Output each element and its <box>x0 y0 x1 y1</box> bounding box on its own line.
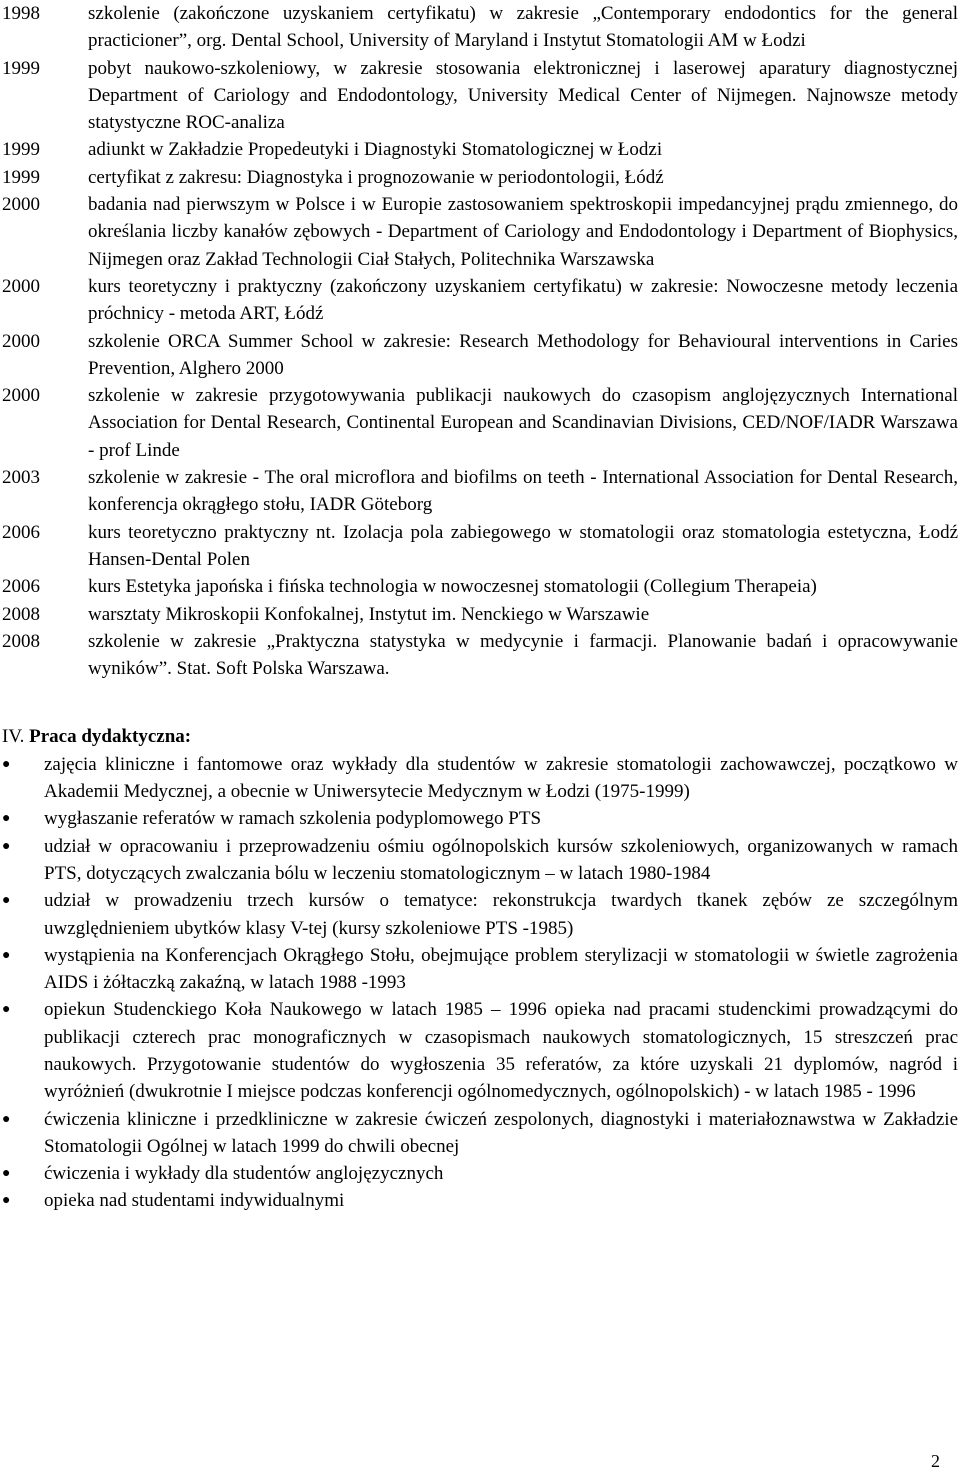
bullet-dot-icon: ● <box>2 947 11 963</box>
bullet-item <box>0 1106 960 1161</box>
bullet-item <box>0 996 960 1105</box>
bullet-item <box>0 942 960 997</box>
entry-row <box>0 519 960 574</box>
entry-text: kurs Estetyka japońska i fińska technologia w nowoczesnej stomatologii (Collegium Therapeia) <box>88 576 817 598</box>
entry-text: kurs teoretyczny i praktyczny (zakończony uzyskaniem certyfikatu) w zakresie: Nowoczesne metody leczenia próchnicy - metoda ART, Łódź <box>88 275 958 325</box>
bullet-dot-icon: ● <box>2 893 11 909</box>
bullet-item <box>0 887 960 942</box>
entry-year: 1999 <box>2 57 40 79</box>
entry-row <box>0 191 960 273</box>
entry-year: 2000 <box>2 330 40 352</box>
entry-text: szkolenie w zakresie „Praktyczna statystyka w medycynie i farmacji. Planowanie badań i opracowywanie wyników”. Stat. Soft Polska Warszawa. <box>88 630 958 680</box>
entry-row <box>0 55 960 137</box>
bullet-text: udział w prowadzeniu trzech kursów o tematyce: rekonstrukcja twardych tkanek zębów ze szczególnym uwzględnieniem ubytków klasy V-tej (kursy szkoleniowe PTS -1985) <box>44 890 958 939</box>
entry-row <box>0 136 960 163</box>
bullet-item <box>0 751 960 806</box>
entry-year: 2006 <box>2 576 40 598</box>
bullet-dot-icon: ● <box>2 1166 11 1182</box>
entry-text: certyfikat z zakresu: Diagnostyka i prognozowanie w periodontologii, Łódź <box>88 166 664 188</box>
entry-year: 2006 <box>2 521 40 543</box>
bullet-text: wygłaszanie referatów w ramach szkolenia podyplomowego PTS <box>44 808 542 830</box>
section-title: Praca dydaktyczna: <box>29 726 192 748</box>
entry-text: pobyt naukowo-szkoleniowy, w zakresie stosowania elektronicznej i laserowej aparatury diagnostycznej Department of Cariology and Endodontology, University Medical Center of Nijmegen. Najnowsze metody statystyczne ROC-analiza <box>88 57 958 134</box>
bullet-item <box>0 1187 960 1214</box>
section-number: IV. <box>2 726 25 748</box>
bullet-item <box>0 805 960 832</box>
entry-row <box>0 328 960 383</box>
bullet-dot-icon: ● <box>2 1111 11 1127</box>
entry-year: 2000 <box>2 275 40 297</box>
entry-year: 2000 <box>2 194 40 216</box>
bullet-text: wystąpienia na Konferencjach Okrągłego Stołu, obejmujące problem sterylizacji w stomatologii w świetle zagrożenia AIDS i żółtaczką zakaźną, w latach 1988 -1993 <box>44 944 958 994</box>
entry-year: 2008 <box>2 603 40 625</box>
bullet-dot-icon: ● <box>2 811 11 827</box>
bullet-item <box>0 1160 960 1187</box>
bullet-text: zajęcia kliniczne i fantomowe oraz wykłady dla studentów w zakresie stomatologii zachowawczej, początkowo w Akademii Medycznej, a obecnie w Uniwersytecie Medycznym w Łodzi (1975-1999) <box>44 753 958 803</box>
entry-text: kurs teoretyczno praktyczny nt. Izolacja pola zabiegowego w stomatologii oraz stomatologia estetyczna, Łodź Hansen-Dental Polen <box>88 521 958 570</box>
entry-text: szkolenie w zakresie przygotowywania publikacji naukowych do czasopism anglojęzycznych International Association for Dental Research, Continental European and Scandinavian Divisions, CED/NOF/IADR Warszawa - prof Linde <box>88 385 958 461</box>
entry-year: 2008 <box>2 630 40 652</box>
entry-row <box>0 273 960 328</box>
entry-row <box>0 628 960 683</box>
entry-text: szkolenie (zakończone uzyskaniem certyfikatu) w zakresie „Contemporary endodontics for the general practicioner”, org. Dental School, University of Maryland i Instytut Stomatologii AM w Łodzi <box>88 3 958 52</box>
bullet-text: opiekun Studenckiego Koła Naukowego w latach 1985 – 1996 opieka nad pracami studenckimi prowadzącymi do publikacji czterech prac monograficznych w czasopismach naukowych stomatologicznych, 15 streszczeń prac naukowych. Przygotowanie studentów do wygłoszenia 35 referatów, za które uzyskali 21 dyplomów, nagród i wyróżnień (dwukrotnie I miejsce podczas konferencji ogólnomedycznych, ogólnopolskich) - w latach 1985 - 1996 <box>44 999 958 1103</box>
entry-text: adiunkt w Zakładzie Propedeutyki i Diagnostyki Stomatologicznej w Łodzi <box>88 139 663 161</box>
entry-row <box>0 164 960 191</box>
entry-year: 1999 <box>2 166 40 188</box>
section-heading <box>0 723 960 750</box>
entry-text: badania nad pierwszym w Polsce i w Europie zastosowaniem spektroskopii impedancyjnej prądu zmiennego, do określania liczby kanałów zębowych - Department of Cariology and Endodontology i Department of Biophysics, Nijmegen oraz Zakład Technologii Ciał Stałych, Politechnika Warszawska <box>88 194 958 270</box>
bullet-dot-icon: ● <box>2 838 11 854</box>
entry-row <box>0 573 960 600</box>
training-entries-list <box>0 0 960 682</box>
teaching-bullets-list <box>0 751 960 1215</box>
entry-row <box>0 382 960 464</box>
entry-year: 1998 <box>2 3 40 24</box>
entry-year: 2000 <box>2 385 40 407</box>
entry-year: 1999 <box>2 139 40 161</box>
entry-row <box>0 0 960 55</box>
bullet-dot-icon: ● <box>2 1193 11 1209</box>
entry-row <box>0 464 960 519</box>
entry-year: 2003 <box>2 467 40 489</box>
bullet-text: opieka nad studentami indywidualnymi <box>44 1190 345 1212</box>
bullet-text: udział w opracowaniu i przeprowadzeniu ośmiu ogólnopolskich kursów szkoleniowych, organizowanych w ramach PTS, dotyczących zwalczania bólu w leczeniu stomatologicznym – w latach 1980-1984 <box>44 835 958 884</box>
entry-text: warsztaty Mikroskopii Konfokalnej, Instytut im. Nenckiego w Warszawie <box>88 603 650 625</box>
bullet-dot-icon: ● <box>2 1002 11 1018</box>
entry-text: szkolenie w zakresie - The oral microflora and biofilms on teeth - International Association for Dental Research, konferencja okrągłego stołu, IADR Göteborg <box>88 467 958 516</box>
bullet-dot-icon: ● <box>2 756 11 772</box>
bullet-text: ćwiczenia i wykłady dla studentów anglojęzycznych <box>44 1163 444 1185</box>
entry-row <box>0 601 960 628</box>
page-number: 2 <box>931 1450 940 1471</box>
entry-text: szkolenie ORCA Summer School w zakresie: Research Methodology for Behavioural interventions in Caries Prevention, Alghero 2000 <box>88 330 958 379</box>
bullet-text: ćwiczenia kliniczne i przedkliniczne w zakresie ćwiczeń zespolonych, diagnostyki i materiałoznawstwa w Zakładzie Stomatologii Ogólnej w latach 1999 do chwili obecnej <box>44 1108 958 1157</box>
bullet-item <box>0 833 960 888</box>
